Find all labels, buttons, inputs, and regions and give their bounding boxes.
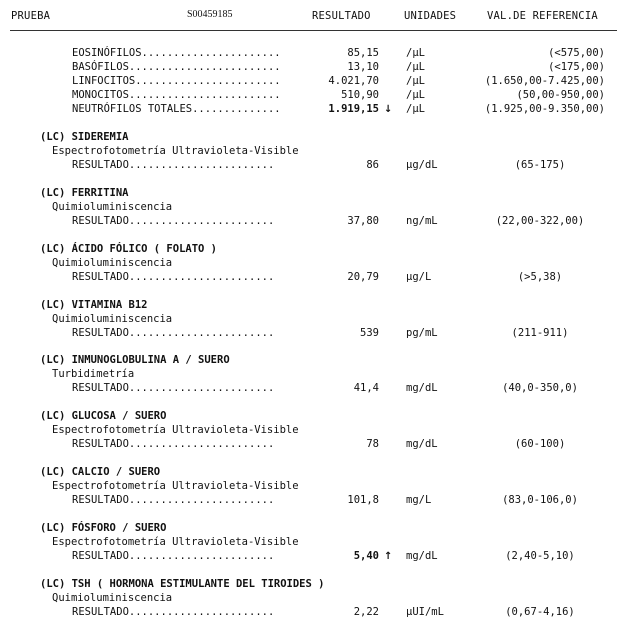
result-value: 20,79 <box>347 271 379 283</box>
result-value: 86 <box>366 159 379 171</box>
row-reference: (<175,00) <box>548 61 605 73</box>
result-reference: (60-100) <box>514 438 566 450</box>
result-value: 41,4 <box>353 382 379 394</box>
col-header-unidades: UNIDADES <box>404 10 457 22</box>
row-unit: /µL <box>406 103 425 115</box>
header-divider <box>10 30 617 31</box>
result-label: RESULTADO....................... <box>72 550 275 562</box>
result-unit: mg/dL <box>406 438 438 450</box>
result-unit: mg/dL <box>406 382 438 394</box>
result-unit: mg/dL <box>406 550 438 562</box>
result-label: RESULTADO....................... <box>72 271 275 283</box>
flag-high-icon: ↑ <box>384 551 393 562</box>
row-value: 1.919,15 <box>328 103 379 115</box>
result-label: RESULTADO....................... <box>72 327 275 339</box>
result-unit: µg/L <box>406 271 432 283</box>
result-unit: pg/mL <box>406 327 438 339</box>
result-unit: µg/dL <box>406 159 438 171</box>
row-value: 85,15 <box>347 47 379 59</box>
result-value: 2,22 <box>353 606 379 618</box>
result-label: RESULTADO....................... <box>72 438 275 450</box>
test-title: (LC) INMUNOGLOBULINA A / SUERO <box>40 354 230 366</box>
row-reference: (1.925,00-9.350,00) <box>484 103 605 115</box>
result-label: RESULTADO....................... <box>72 215 275 227</box>
result-label: RESULTADO....................... <box>72 159 275 171</box>
row-label: NEUTRÓFILOS TOTALES.............. <box>72 103 281 115</box>
col-header-prueba: PRUEBA <box>11 10 51 22</box>
test-title: (LC) GLUCOSA / SUERO <box>40 410 167 422</box>
row-unit: /µL <box>406 47 425 59</box>
test-method: Espectrofotometría Ultravioleta-Visible <box>52 536 299 548</box>
test-method: Quimioluminiscencia <box>52 257 173 269</box>
test-method: Quimioluminiscencia <box>52 592 173 604</box>
test-method: Espectrofotometría Ultravioleta-Visible <box>52 424 299 436</box>
result-value: 37,80 <box>347 215 379 227</box>
result-unit: mg/L <box>406 494 432 506</box>
row-reference: (50,00-950,00) <box>516 89 605 101</box>
test-method: Quimioluminiscencia <box>52 201 173 213</box>
row-value: 510,90 <box>341 89 379 101</box>
result-label: RESULTADO....................... <box>72 606 275 618</box>
row-unit: /µL <box>406 75 425 87</box>
result-unit: µUI/mL <box>406 606 444 618</box>
row-label: EOSINÓFILOS...................... <box>72 47 281 59</box>
flag-low-icon: ↓ <box>384 104 393 115</box>
col-header-resultado: RESULTADO <box>312 10 371 22</box>
col-header-referencia: VAL.DE REFERENCIA <box>487 10 598 22</box>
test-title: (LC) ÁCIDO FÓLICO ( FOLATO ) <box>40 243 218 255</box>
row-value: 13,10 <box>347 61 379 73</box>
result-value: 5,40 <box>353 550 379 562</box>
test-title: (LC) TSH ( HORMONA ESTIMULANTE DEL TIROIDES ) <box>40 578 325 590</box>
result-reference: (211-911) <box>511 327 569 339</box>
sample-code: S00459185 <box>187 9 233 20</box>
row-label: BASÓFILOS........................ <box>72 61 281 73</box>
result-label: RESULTADO....................... <box>72 494 275 506</box>
test-method: Espectrofotometría Ultravioleta-Visible <box>52 480 299 492</box>
test-method: Quimioluminiscencia <box>52 313 173 325</box>
test-title: (LC) CALCIO / SUERO <box>40 466 161 478</box>
result-value: 101,8 <box>347 494 379 506</box>
row-reference: (1.650,00-7.425,00) <box>484 75 605 87</box>
row-unit: /µL <box>406 89 425 101</box>
result-reference: (40,0-350,0) <box>502 382 578 394</box>
test-title: (LC) FERRITINA <box>40 187 129 199</box>
result-reference: (0,67-4,16) <box>505 606 575 618</box>
test-title: (LC) VITAMINA B12 <box>40 299 148 311</box>
row-label: LINFOCITOS....................... <box>72 75 281 87</box>
result-reference: (>5,38) <box>517 271 563 283</box>
test-method: Turbidimetría <box>52 368 135 380</box>
result-reference: (22,00-322,00) <box>495 215 585 227</box>
test-method: Espectrofotometría Ultravioleta-Visible <box>52 145 299 157</box>
result-reference: (2,40-5,10) <box>505 550 575 562</box>
row-unit: /µL <box>406 61 425 73</box>
test-title: (LC) SIDEREMIA <box>40 131 129 143</box>
row-reference: (<575,00) <box>548 47 605 59</box>
result-unit: ng/mL <box>406 215 438 227</box>
row-label: MONOCITOS........................ <box>72 89 281 101</box>
result-value: 539 <box>360 327 379 339</box>
result-reference: (83,0-106,0) <box>502 494 578 506</box>
result-value: 78 <box>366 438 379 450</box>
test-title: (LC) FÓSFORO / SUERO <box>40 522 167 534</box>
result-reference: (65-175) <box>514 159 566 171</box>
row-value: 4.021,70 <box>328 75 379 87</box>
result-label: RESULTADO....................... <box>72 382 275 394</box>
